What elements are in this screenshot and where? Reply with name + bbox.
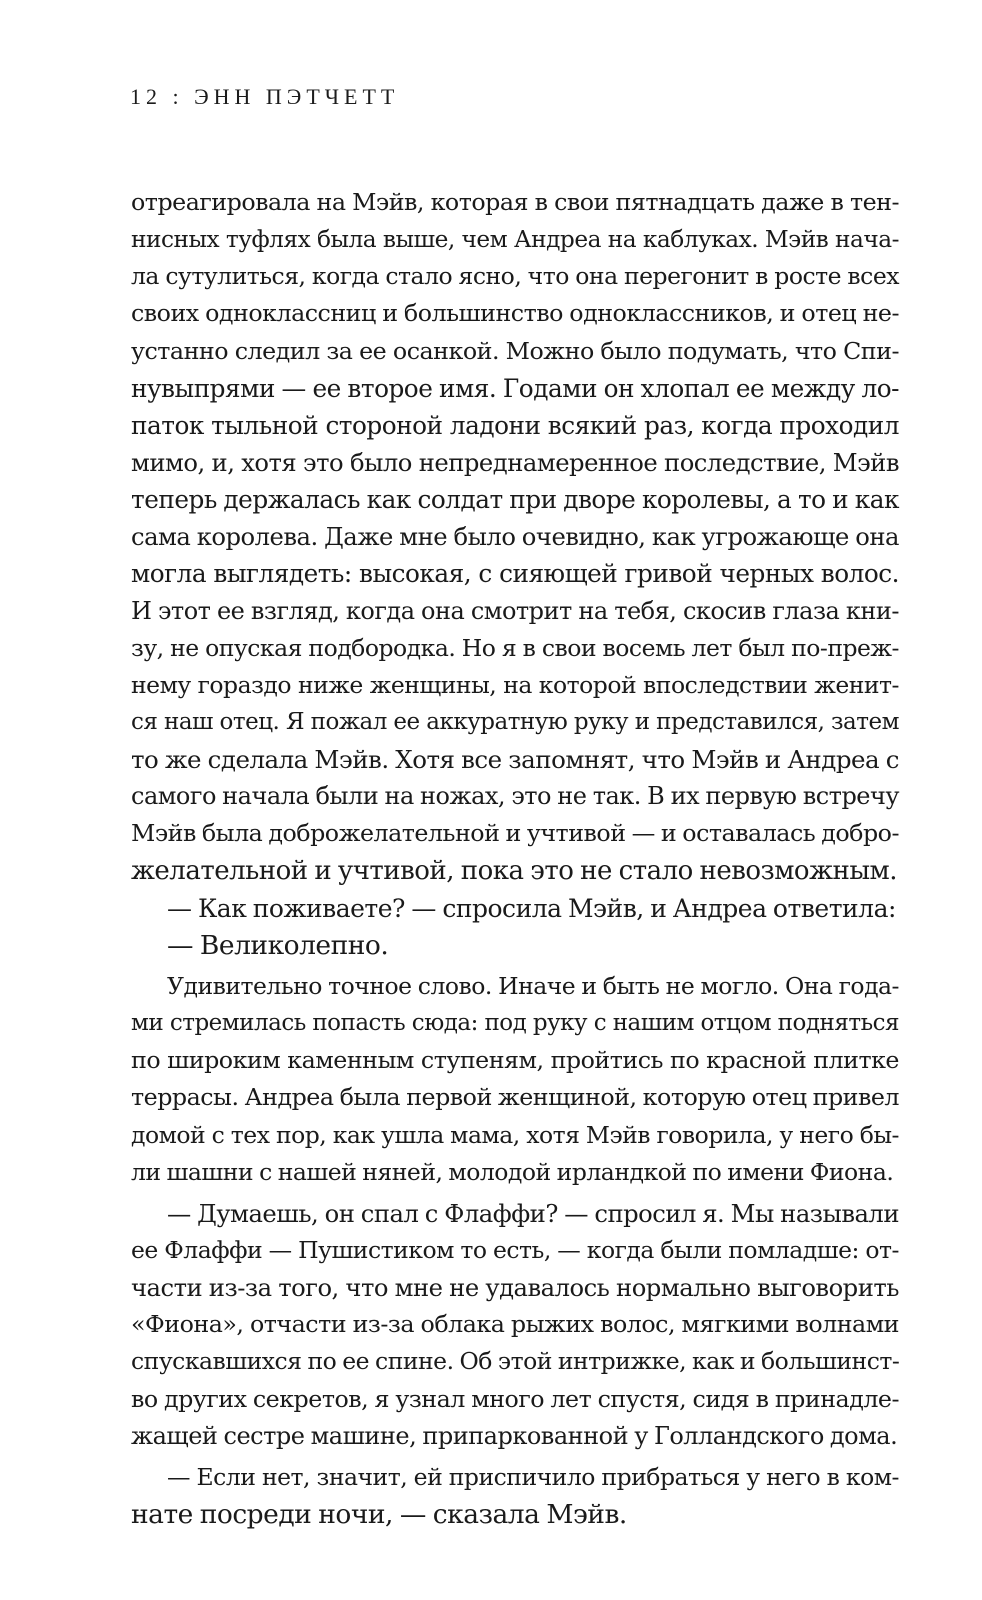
text-line: сама королева. Даже мне было очевидно, как угрожающе она — [131, 522, 899, 552]
text-line: нувыпрями — ее второе имя. Годами он хлопал ее между ло- — [131, 373, 899, 403]
text-line: спускавшихся по ее спине. Об этой интрижке, как и большинст- — [131, 1347, 900, 1376]
text-line: нате посреди ночи, — сказала Мэйв. — [131, 1498, 627, 1530]
text-line: ся наш отец. Я пожал ее аккуратную руку и представился, затем — [131, 708, 899, 735]
dialogue-line: — Великолепно. — [167, 929, 389, 961]
text-line: по широким каменным ступеням, пройтись по красной плитке — [131, 1046, 899, 1075]
text-line: ее Флаффи — Пушистиком то есть, — когда были помладше: от- — [131, 1235, 899, 1264]
text-line: жащей сестре машине, припаркованной у Голландского дома. — [131, 1421, 898, 1450]
dialogue-line: — Думаешь, он спал с Флаффи? — спросил я. Мы называли — [167, 1198, 899, 1228]
text-line: нему гораздо ниже женщины, на которой впоследствии женит- — [131, 670, 899, 699]
text-line: мимо, и, хотя это было непреднамеренное последствие, Мэйв — [131, 447, 899, 477]
text-line: ла сутулиться, когда стало ясно, что она перегонит в росте всех — [131, 262, 899, 291]
text-line: домой с тех пор, как ушла мама, хотя Мэйв говорила, у него бы- — [131, 1120, 899, 1149]
text-line: зу, не опуская подбородка. Но я в свои восемь лет был по-преж- — [131, 633, 899, 662]
text-line: своих одноклассниц и большинство одноклассников, и отец не- — [131, 299, 899, 328]
text-line: устанно следил за ее осанкой. Можно было подумать, что Спи- — [131, 336, 899, 365]
text-line: ли шашни с нашей няней, молодой ирландкой по имени Фиона. — [131, 1157, 894, 1186]
text-line: паток тыльной стороной ладони всякий раз, когда проходил — [131, 410, 899, 440]
text-line: нисных туфлях была выше, чем Андреа на каблуках. Мэйв нача- — [131, 226, 899, 254]
running-head: 12 : ЭНН ПЭТЧЕТТ — [130, 84, 400, 109]
text-line: желательной и учтивой, пока это не стало невозможным. — [131, 855, 897, 886]
text-line: «Фиона», отчасти из-за облака рыжих волос, мягкими волнами — [131, 1310, 899, 1339]
text-line: Мэйв была доброжелательной и учтивой — и оставалась добро- — [131, 819, 899, 848]
text-line: самого начала были на ножах, это не так. В их первую встречу — [131, 782, 899, 811]
text-line: отреагировала на Мэйв, которая в свои пятнадцать даже в тен- — [131, 188, 899, 216]
text-line: части из-за того, что мне не удавалось нормально выговорить — [131, 1273, 899, 1303]
body-text — [131, 184, 899, 1533]
text-line: теперь держалась как солдат при дворе королевы, а то и как — [131, 485, 899, 515]
dialogue-line: — Как поживаете? — спросила Мэйв, и Андреа ответила: — [167, 893, 896, 923]
text-line: могла выглядеть: высокая, с сияющей гривой черных волос. — [131, 559, 899, 589]
text-line: террасы. Андреа была первой женщиной, которую отец привел — [131, 1083, 899, 1112]
text-line: Удивительно точное слово. Иначе и быть не могло. Она года- — [167, 971, 899, 1000]
dialogue-line: — Если нет, значит, ей приспичило прибраться у него в ком- — [167, 1462, 899, 1491]
text-line: ми стремилась попасть сюда: под руку с нашим отцом подняться — [131, 1010, 899, 1037]
text-line: И этот ее взгляд, когда она смотрит на тебя, скосив глаза кни- — [131, 596, 899, 625]
text-line: то же сделала Мэйв. Хотя все запомнят, что Мэйв и Андреа с — [131, 745, 899, 775]
text-line: во других секретов, я узнал много лет спустя, сидя в принадле- — [131, 1384, 899, 1413]
